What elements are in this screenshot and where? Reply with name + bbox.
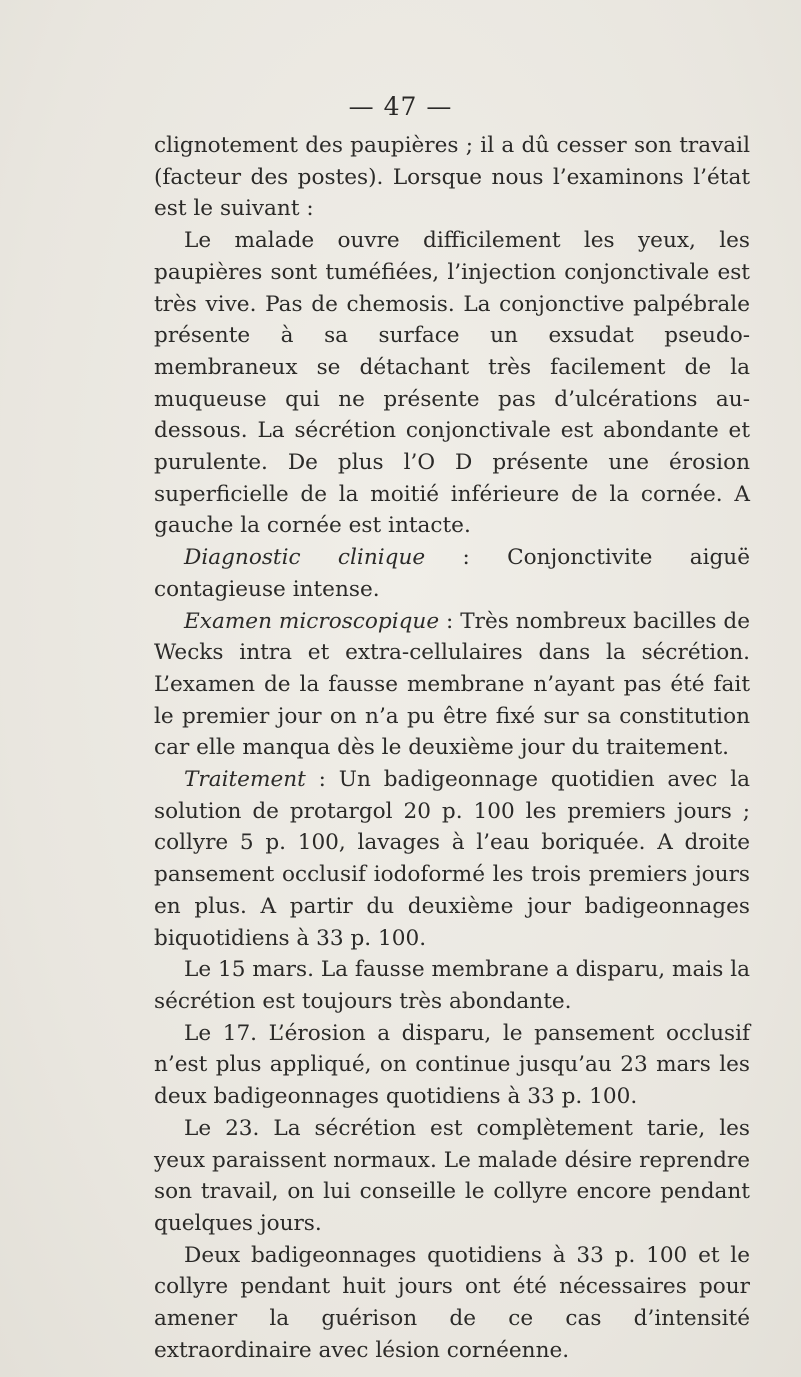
- diagnosis-label: Diagnostic clinique: [184, 545, 426, 571]
- microscopy-label: Examen microscopique: [184, 608, 440, 634]
- paragraph-intro: clignotement des paupières ; il a dû cesser son travail (facteur des postes). Lorsque nous l’examinons l’état est le suivant :: [154, 133, 750, 222]
- body-text: [154, 130, 750, 1366]
- paragraph-examination: Le malade ouvre difficilement les yeux, les paupières sont tuméfiées, l’injection conjonctivale est très vive. Pas de chemosis. La conjonctive palpébrale présente à sa surface un exsudat pseudo-membraneux se détachant très facilement de la muqueuse qui ne présente pas d’ulcérations au-dessous. La sécrétion conjonctivale est abondante et purulente. De plus l’O D présente une érosion superficielle de la moitié inférieure de la cornée. A gauche la cornée est intacte.: [154, 228, 750, 539]
- page-number: — 47 —: [348, 92, 453, 121]
- microscopy-text: : Très nombreux bacilles de Wecks intra et extra-cellulaires dans la sécrétion. L’examen de la fausse membrane n’ayant pas été fait le premier jour on n’a pu être fixé sur sa constitution car elle manqua dès le deuxième jour du traitement.: [154, 608, 750, 761]
- paragraph-treatment: [154, 764, 750, 954]
- paragraph-microscopy: [154, 606, 750, 765]
- treatment-label: Traitement: [184, 767, 306, 793]
- paragraph-march-23: Le 23. La sécrétion est complètement tarie, les yeux paraissent normaux. Le malade désire reprendre son travail, on lui conseille le collyre encore pendant quelques jours.: [154, 1115, 750, 1236]
- treatment-text: : Un badigeonnage quotidien avec la solution de protargol 20 p. 100 les premiers jours ; collyre 5 p. 100, lavages à l’eau boriquée. A droite pansement occlusif iodoformé les trois premiers jours en plus. A partir du deuxième jour badigeonnages biquotidiens à 33 p. 100.: [154, 767, 750, 951]
- paragraph-march-17: Le 17. L’érosion a disparu, le pansement occlusif n’est plus appliqué, on continue jusqu’au 23 mars les deux badigeonnages quotidiens à 33 p. 100.: [154, 1020, 750, 1110]
- paragraph-conclusion: Deux badigeonnages quotidiens à 33 p. 100 et le collyre pendant huit jours ont été nécessaires pour amener la guérison de ce cas d’intensité extraordinaire avec lésion cornéenne.: [154, 1242, 750, 1363]
- paragraph-diagnosis: [154, 542, 750, 605]
- diagnosis-text: : Conjonctivite aiguë contagieuse intense.: [154, 545, 750, 602]
- paragraph-march-15: Le 15 mars. La fausse membrane a disparu, mais la sécrétion est toujours très abondante.: [154, 957, 750, 1014]
